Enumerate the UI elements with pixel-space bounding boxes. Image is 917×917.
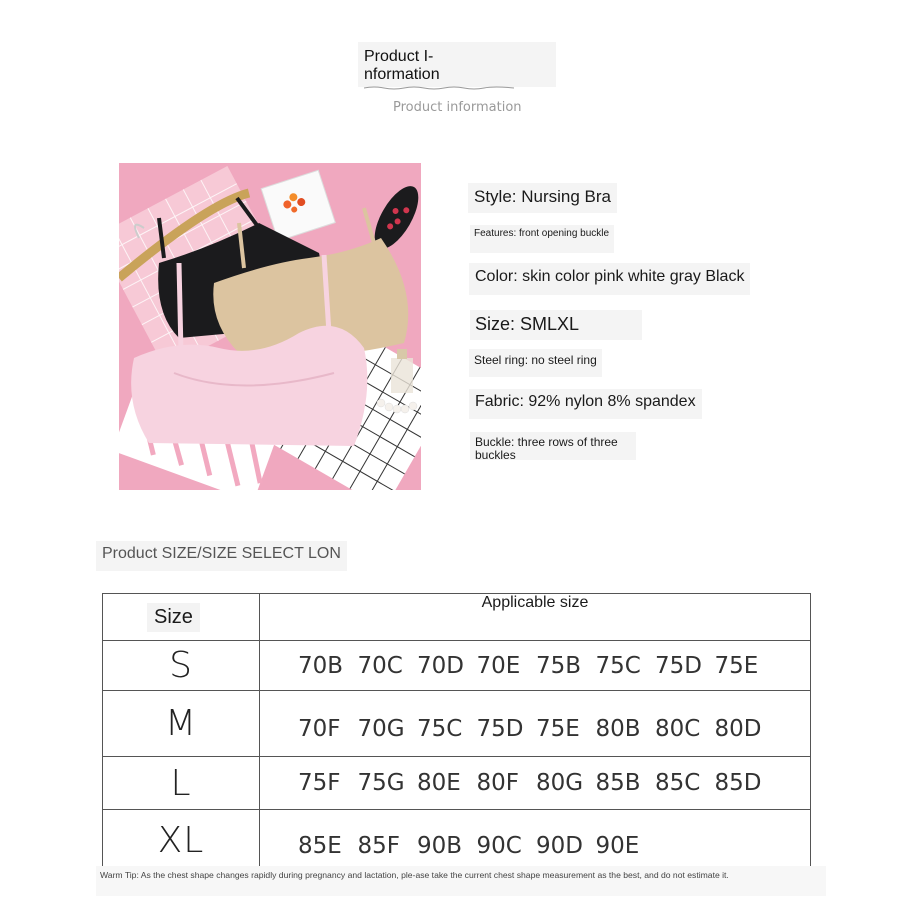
buckle-label: Buckle: three rows of three buckles [470, 432, 636, 460]
cup-size: 90C [476, 832, 522, 859]
cup-size: 75C [595, 652, 641, 679]
cup-size: 90B [417, 832, 463, 859]
applicable-column-header: Applicable size [260, 594, 811, 641]
table-header-row [103, 594, 811, 641]
warm-tip: Warm Tip: As the chest shape changes rapidly during pregnancy and lactation, ple-ase take the current chest shape measurement as the best, and do not estimate it. [96, 866, 826, 896]
steel-ring-label: Steel ring: no steel ring [469, 349, 602, 377]
cup-size: 80G [536, 770, 584, 796]
applicable-sizes-cell [260, 757, 811, 810]
cup-size: 70G [357, 715, 405, 742]
size-cell: XL [103, 810, 260, 872]
table-row [103, 757, 811, 810]
features-label: Features: front opening buckle [470, 225, 614, 253]
size-column-header [103, 594, 260, 641]
title-decoration [364, 86, 514, 90]
cup-size: 75E [714, 652, 759, 679]
cup-size: 85D [714, 770, 762, 796]
color-label: Color: skin color pink white gray Black [469, 263, 750, 295]
cup-size: 80D [714, 715, 762, 742]
cup-size: 75B [536, 652, 582, 679]
style-label: Style: Nursing Bra [468, 183, 617, 213]
table-row [103, 810, 811, 872]
applicable-sizes-cell [260, 641, 811, 691]
cup-size: 90E [595, 832, 640, 859]
size-label: Size: SMLXL [470, 310, 642, 340]
cup-size: 75D [476, 715, 524, 742]
product-photo [119, 163, 421, 490]
size-header-label: Size [147, 603, 200, 632]
table-row [103, 641, 811, 691]
cup-size: 70E [476, 652, 521, 679]
cup-size: 80C [655, 715, 701, 742]
cup-size: 75D [655, 652, 702, 679]
size-cell: L [103, 757, 260, 810]
size-cell: S [103, 641, 260, 691]
cup-size: 75F [298, 770, 341, 796]
cup-size: 80F [476, 770, 519, 796]
cup-size: 85C [655, 770, 701, 796]
cup-size: 90D [536, 832, 583, 859]
cup-size: 75C [417, 715, 463, 742]
size-cell: M [103, 691, 260, 757]
table-row [103, 691, 811, 757]
cup-size: 80E [417, 770, 461, 796]
cup-size: 80B [595, 715, 641, 742]
cup-size: 70D [417, 652, 464, 679]
page-subtitle: Product information [393, 100, 522, 115]
cup-size: 70F [298, 715, 341, 742]
fabric-label: Fabric: 92% nylon 8% spandex [469, 389, 702, 419]
applicable-sizes-cell [260, 810, 811, 872]
cup-size: 85F [357, 832, 400, 859]
size-table [102, 593, 811, 872]
cup-size: 75G [357, 770, 405, 796]
cup-size: 70C [357, 652, 403, 679]
cup-size: 75E [536, 715, 580, 742]
cup-size: 85B [595, 770, 641, 796]
size-section-title: Product SIZE/SIZE SELECT LON [96, 541, 347, 571]
page-title: Product I- nformation [358, 42, 556, 87]
applicable-sizes-cell [260, 691, 811, 757]
cup-size: 85E [298, 832, 342, 859]
cup-size: 70B [298, 652, 344, 679]
